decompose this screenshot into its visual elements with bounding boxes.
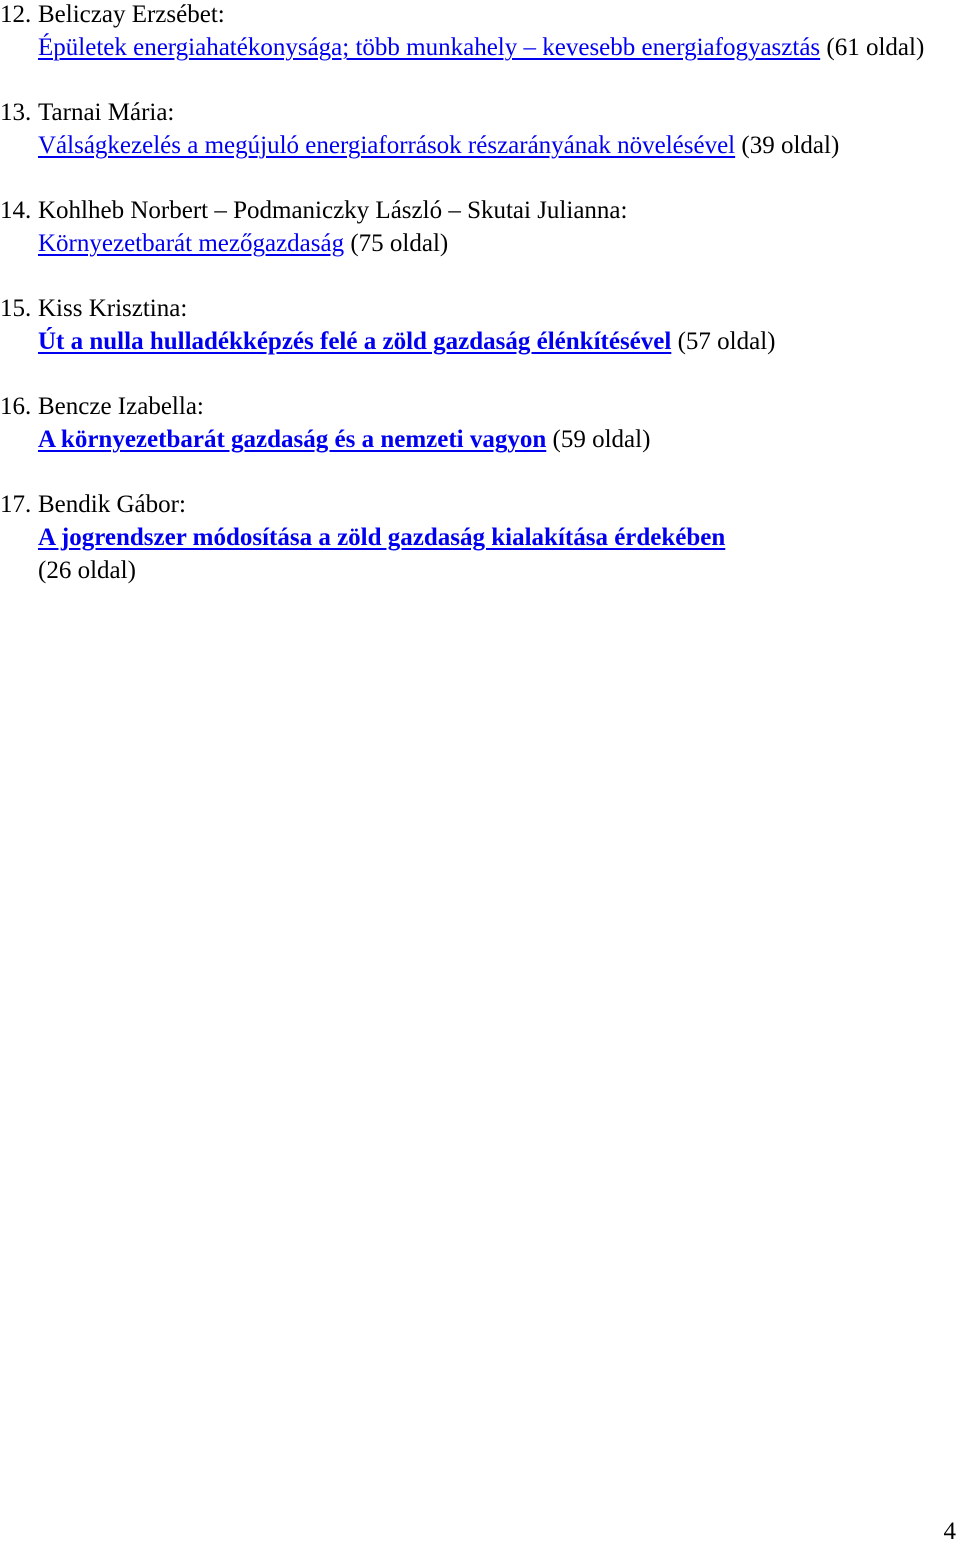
item-content bbox=[38, 96, 940, 162]
item-title-link[interactable]: A környezetbarát gazdaság és a nemzeti vagyon bbox=[38, 426, 547, 453]
list-item bbox=[0, 390, 940, 456]
list-item bbox=[0, 0, 940, 64]
list-item bbox=[0, 194, 940, 260]
item-content bbox=[38, 488, 940, 587]
entry-list bbox=[0, 0, 940, 619]
item-pages: (59 oldal) bbox=[546, 426, 651, 453]
item-title-link[interactable]: Válságkezelés a megújuló energiaforrások részarányának növelésével bbox=[38, 132, 736, 159]
item-pages: (26 oldal) bbox=[38, 557, 136, 584]
item-title-link[interactable]: Környezetbarát mezőgazdaság bbox=[38, 230, 345, 257]
item-pages: (61 oldal) bbox=[820, 34, 925, 61]
item-title-link[interactable]: A jogrendszer módosítása a zöld gazdaság kialakítása érdekében bbox=[38, 524, 726, 551]
item-pages: (57 oldal) bbox=[671, 328, 776, 355]
item-pages: (39 oldal) bbox=[735, 132, 840, 159]
item-number: 17. bbox=[0, 491, 32, 518]
item-author: Bencze Izabella: bbox=[38, 393, 204, 420]
list-item bbox=[0, 488, 940, 587]
item-number: 12. bbox=[0, 1, 32, 28]
item-content bbox=[38, 0, 940, 64]
item-author: Tarnai Mária: bbox=[38, 99, 175, 126]
list-item bbox=[0, 292, 940, 358]
item-number: 14. bbox=[0, 197, 32, 224]
item-number: 16. bbox=[0, 393, 32, 420]
item-number: 15. bbox=[0, 295, 32, 322]
page-number: 4 bbox=[943, 1518, 956, 1545]
item-pages: (75 oldal) bbox=[344, 230, 449, 257]
item-content bbox=[38, 292, 940, 358]
item-author: Beliczay Erzsébet: bbox=[38, 1, 225, 28]
item-title-link[interactable]: Út a nulla hulladékképzés felé a zöld gazdaság élénkítésével bbox=[38, 328, 672, 355]
item-title-link[interactable]: Épületek energiahatékonysága; több munkahely – kevesebb energiafogyasztás bbox=[38, 34, 821, 61]
item-author: Kiss Krisztina: bbox=[38, 295, 188, 322]
item-number: 13. bbox=[0, 99, 32, 126]
item-content bbox=[38, 194, 940, 260]
list-item bbox=[0, 96, 940, 162]
item-author: Kohlheb Norbert – Podmaniczky László – Skutai Julianna: bbox=[38, 197, 628, 224]
item-author: Bendik Gábor: bbox=[38, 491, 186, 518]
item-content bbox=[38, 390, 940, 456]
